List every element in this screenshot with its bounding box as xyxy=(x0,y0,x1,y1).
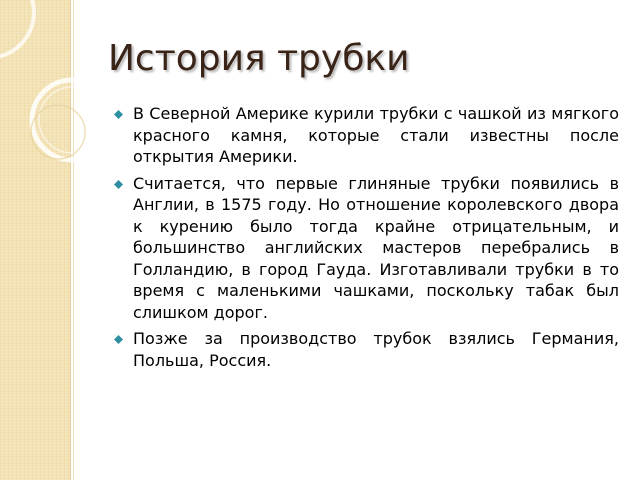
slide-title: История трубки xyxy=(108,38,410,79)
side-divider-line xyxy=(73,0,74,480)
side-divider-line xyxy=(70,0,71,480)
bullet-text: Считается, что первые глиняные трубки появились в Англии, в 1575 году. Но отношение королевского двора к курению было тогда крайне отрицательным, и большинство английских мастеров перебрались в Голландию, в город Гауда. Изготавливали трубки в то время с маленькими чашками, поскольку табак был слишком дорог. xyxy=(133,173,619,322)
bullet-item xyxy=(114,173,619,324)
diamond-bullet-icon xyxy=(114,180,123,189)
diamond-bullet-icon xyxy=(114,335,123,344)
bullet-text: В Северной Америке курили трубки с чашкой из мягкого красного камня, которые стали известны после открытия Америки. xyxy=(133,104,619,166)
bullet-item xyxy=(114,103,619,168)
bullet-item xyxy=(114,328,619,371)
bullet-list xyxy=(114,103,619,376)
decorative-side-strip xyxy=(0,0,70,480)
bullet-text: Позже за производство трубок взялись Германия, Польша, Россия. xyxy=(133,329,619,370)
diamond-bullet-icon xyxy=(114,110,123,119)
